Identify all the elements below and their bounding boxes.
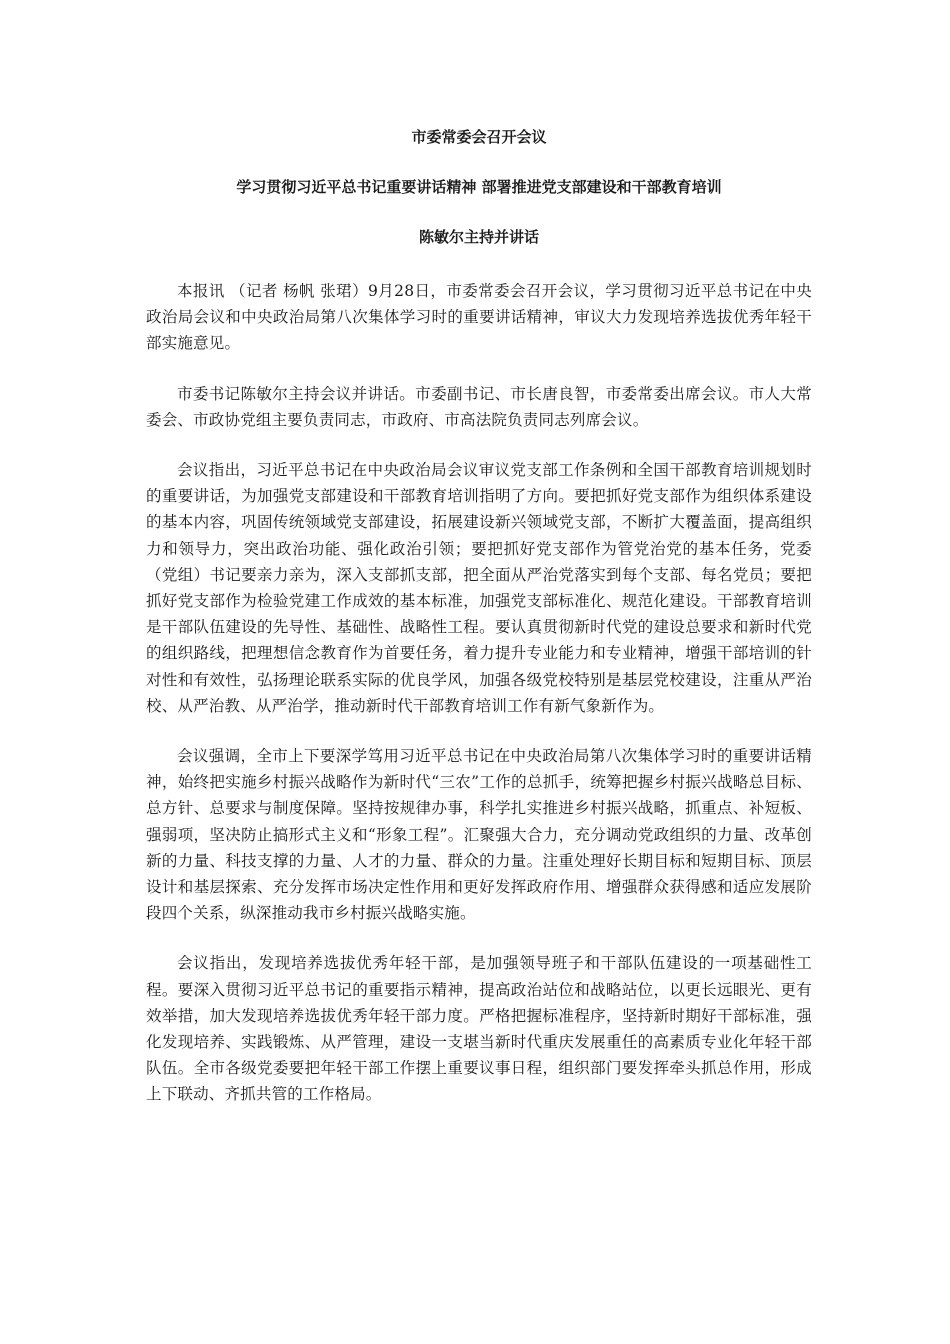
paragraph-lead: 本报讯 （记者 杨帆 张珺）9月28日，市委常委会召开会议，学习贯彻习近平总书记在中央政治局会议和中央政治局第八次集体学习时的重要讲话精神，审议大力发现培养选拔优秀年轻干部实施意见。 [146,282,812,353]
paragraph-rural-revitalization: 会议强调，全市上下要深学笃用习近平总书记在中央政治局第八次集体学习时的重要讲话精神，始终把实施乡村振兴战略作为新时代“三农”工作的总抓手，统筹把握乡村振兴战略总目标、总方针、总要求与制度保障。坚持按规律办事，科学扎实推进乡村振兴战略，抓重点、补短板、强弱项，坚决防止搞形式主义和“形象工程”。汇聚强大合力，充分调动党政组织的力量、改革创新的力量、科技支撑的力量、人才的力量、群众的力量。注重处理好长期目标和短期目标、顶层设计和基层探索、充分发挥市场决定性作用和更好发挥政府作用、增强群众获得感和适应发展阶段四个关系，纵深推动我市乡村振兴战略实施。 [146,747,812,923]
paragraph-young-cadres: 会议指出，发现培养选拔优秀年轻干部，是加强领导班子和干部队伍建设的一项基础性工程。要深入贯彻习近平总书记的重要指示精神，提高政治站位和战略站位，以更长远眼光、更有效举措，加大发现培养选拔优秀年轻干部力度。严格把握标准程序，坚持新时期好干部标准，强化发现培养、实践锻炼、从严管理，建设一支堪当新时代重庆发展重任的高素质专业化年轻干部队伍。全市各级党委要把年轻干部工作摆上重要议事日程，组织部门要发挥牵头抓总作用，形成上下联动、齐抓共管的工作格局。 [146,954,812,1104]
document-page [146,118,812,1132]
paragraph-attendance: 市委书记陈敏尔主持会议并讲话。市委副书记、市长唐良智，市委常委出席会议。市人大常委会、市政协党组主要负责同志，市政府、市高法院负责同志列席会议。 [146,384,812,429]
article-subtitle: 学习贯彻习近平总书记重要讲话精神 部署推进党支部建设和干部教育培训 [236,178,722,196]
paragraph-party-branch: 会议指出，习近平总书记在中央政治局会议审议党支部工作条例和全国干部教育培训规划时的重要讲话，为加强党支部建设和干部教育培训指明了方向。要把抓好党支部作为组织体系建设的基本内容，巩固传统领域党支部建设，拓展建设新兴领域党支部，不断扩大覆盖面，提高组织力和领导力，突出政治功能、强化政治引领；要把抓好党支部作为管党治党的基本任务，党委（党组）书记要亲力亲为，深入支部抓支部，把全面从严治党落实到每个支部、每名党员；要把抓好党支部作为检验党建工作成效的基本标准，加强党支部标准化、规范化建设。干部教育培训是干部队伍建设的先导性、基础性、战略性工程。要认真贯彻新时代党的建设总要求和新时代党的组织路线，把理想信念教育作为首要任务，着力提升专业能力和专业精神，增强干部培训的针对性和有效性，弘扬理论联系实际的优良学风，加强各级党校特别是基层党校建设，注重从严治校、从严治教、从严治学，推动新时代干部教育培训工作有新气象新作为。 [146,461,812,715]
article-byline-title: 陈敏尔主持并讲话 [418,228,539,246]
article-title: 市委常委会召开会议 [411,128,547,146]
